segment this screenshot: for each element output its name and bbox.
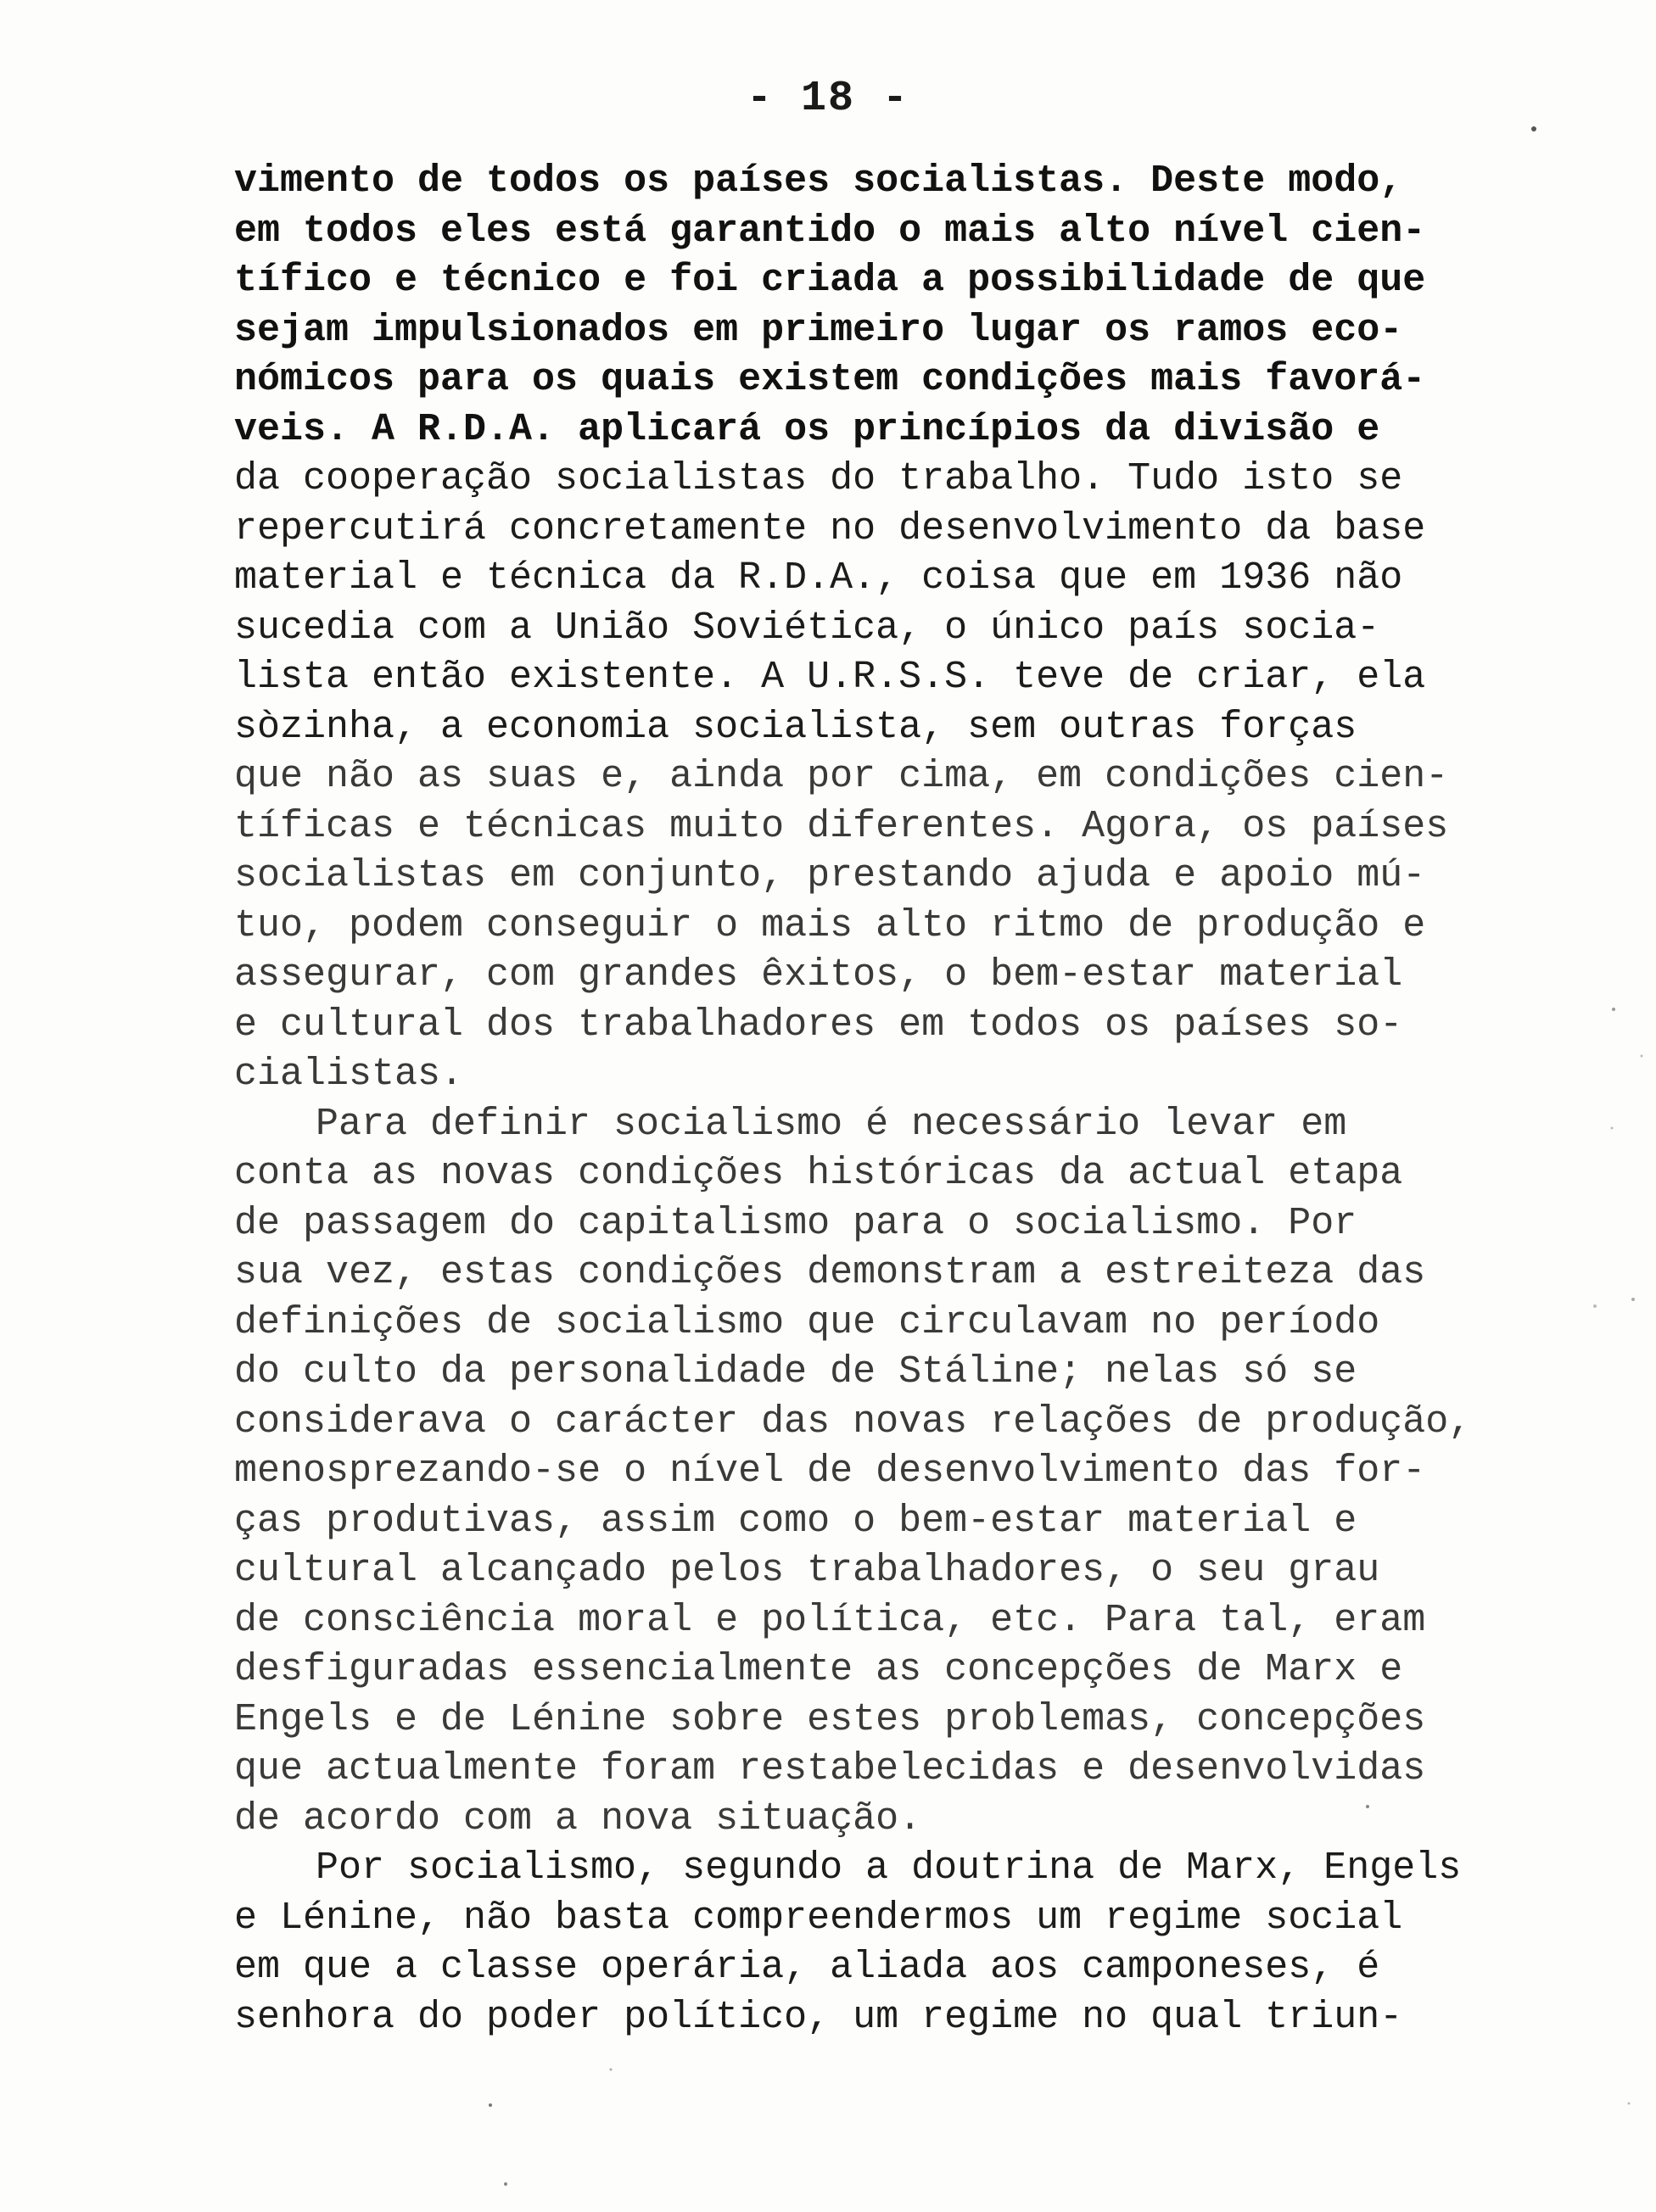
text-line: do culto da personalidade de Stáline; nelas só se xyxy=(234,1350,1357,1394)
text-line: considerava o carácter das novas relações de produção, xyxy=(234,1399,1472,1444)
text-line: de passagem do capitalismo para o socialismo. Por xyxy=(234,1201,1357,1245)
paragraph-start-line: Para definir socialismo é necessário levar em xyxy=(316,1102,1347,1146)
text-line: nómicos para os quais existem condições mais favorá- xyxy=(234,358,1426,401)
body-text xyxy=(234,157,1566,2042)
text-line: material e técnica da R.D.A., coisa que em 1936 não xyxy=(234,556,1403,600)
text-line: definições de socialismo que circulavam no período xyxy=(234,1300,1380,1344)
text-line: sucedia com a União Soviética, o único país socia- xyxy=(234,606,1380,650)
text-line: que não as suas e, ainda por cima, em condições cien- xyxy=(234,755,1449,798)
text-line: socialistas em conjunto, prestando ajuda e apoio mú- xyxy=(234,854,1426,897)
text-line: veis. A R.D.A. aplicará os princípios da divisão e xyxy=(234,407,1380,451)
page-number: - 18 - xyxy=(746,75,910,123)
text-line: de consciência moral e política, etc. Para tal, eram xyxy=(234,1598,1426,1642)
text-line: tuo, podem conseguir o mais alto ritmo de produção e xyxy=(234,903,1426,947)
text-line: cultural alcançado pelos trabalhadores, o seu grau xyxy=(234,1549,1380,1592)
text-line: da cooperação socialistas do trabalho. Tudo isto se xyxy=(234,457,1403,500)
text-line: sòzinha, a economia socialista, sem outras forças xyxy=(234,705,1357,749)
text-line: tífico e técnico e foi criada a possibilidade de que xyxy=(234,259,1426,302)
text-line: e Lénine, não basta compreendermos um regime social xyxy=(234,1896,1403,1940)
text-line: em todos eles está garantido o mais alto nível cien- xyxy=(234,209,1426,253)
text-line: sejam impulsionados em primeiro lugar os ramos eco- xyxy=(234,308,1403,352)
text-line: repercutirá concretamente no desenvolvimento da base xyxy=(234,506,1426,550)
text-line: tíficas e técnicas muito diferentes. Agora, os países xyxy=(234,804,1449,848)
text-line: cialistas. xyxy=(234,1053,464,1096)
text-line: assegurar, com grandes êxitos, o bem-estar material xyxy=(234,953,1403,997)
text-line: de acordo com a nova situação. xyxy=(234,1796,922,1841)
text-line: que actualmente foram restabelecidas e desenvolvidas xyxy=(234,1747,1426,1790)
text-line: e cultural dos trabalhadores em todos os países so- xyxy=(234,1003,1403,1047)
text-line: conta as novas condições históricas da actual etapa xyxy=(234,1152,1403,1195)
paragraph-start-line: Por socialismo, segundo a doutrina de Marx, Engels xyxy=(316,1846,1462,1890)
text-line: sua vez, estas condições demonstram a estreiteza das xyxy=(234,1251,1426,1294)
text-line: vimento de todos os países socialistas. Deste modo, xyxy=(234,159,1403,203)
text-line: ças produtivas, assim como o bem-estar material e xyxy=(234,1499,1357,1543)
text-line: em que a classe operária, aliada aos camponeses, é xyxy=(234,1946,1380,1989)
text-line: menosprezando-se o nível de desenvolvimento das for- xyxy=(234,1450,1426,1493)
text-line: lista então existente. A U.R.S.S. teve de criar, ela xyxy=(234,656,1426,699)
text-line: Engels e de Lénine sobre estes problemas, concepções xyxy=(234,1697,1426,1741)
text-line: desfiguradas essencialmente as concepções de Marx e xyxy=(234,1648,1403,1691)
text-line: senhora do poder político, um regime no qual triun- xyxy=(234,1995,1403,2039)
